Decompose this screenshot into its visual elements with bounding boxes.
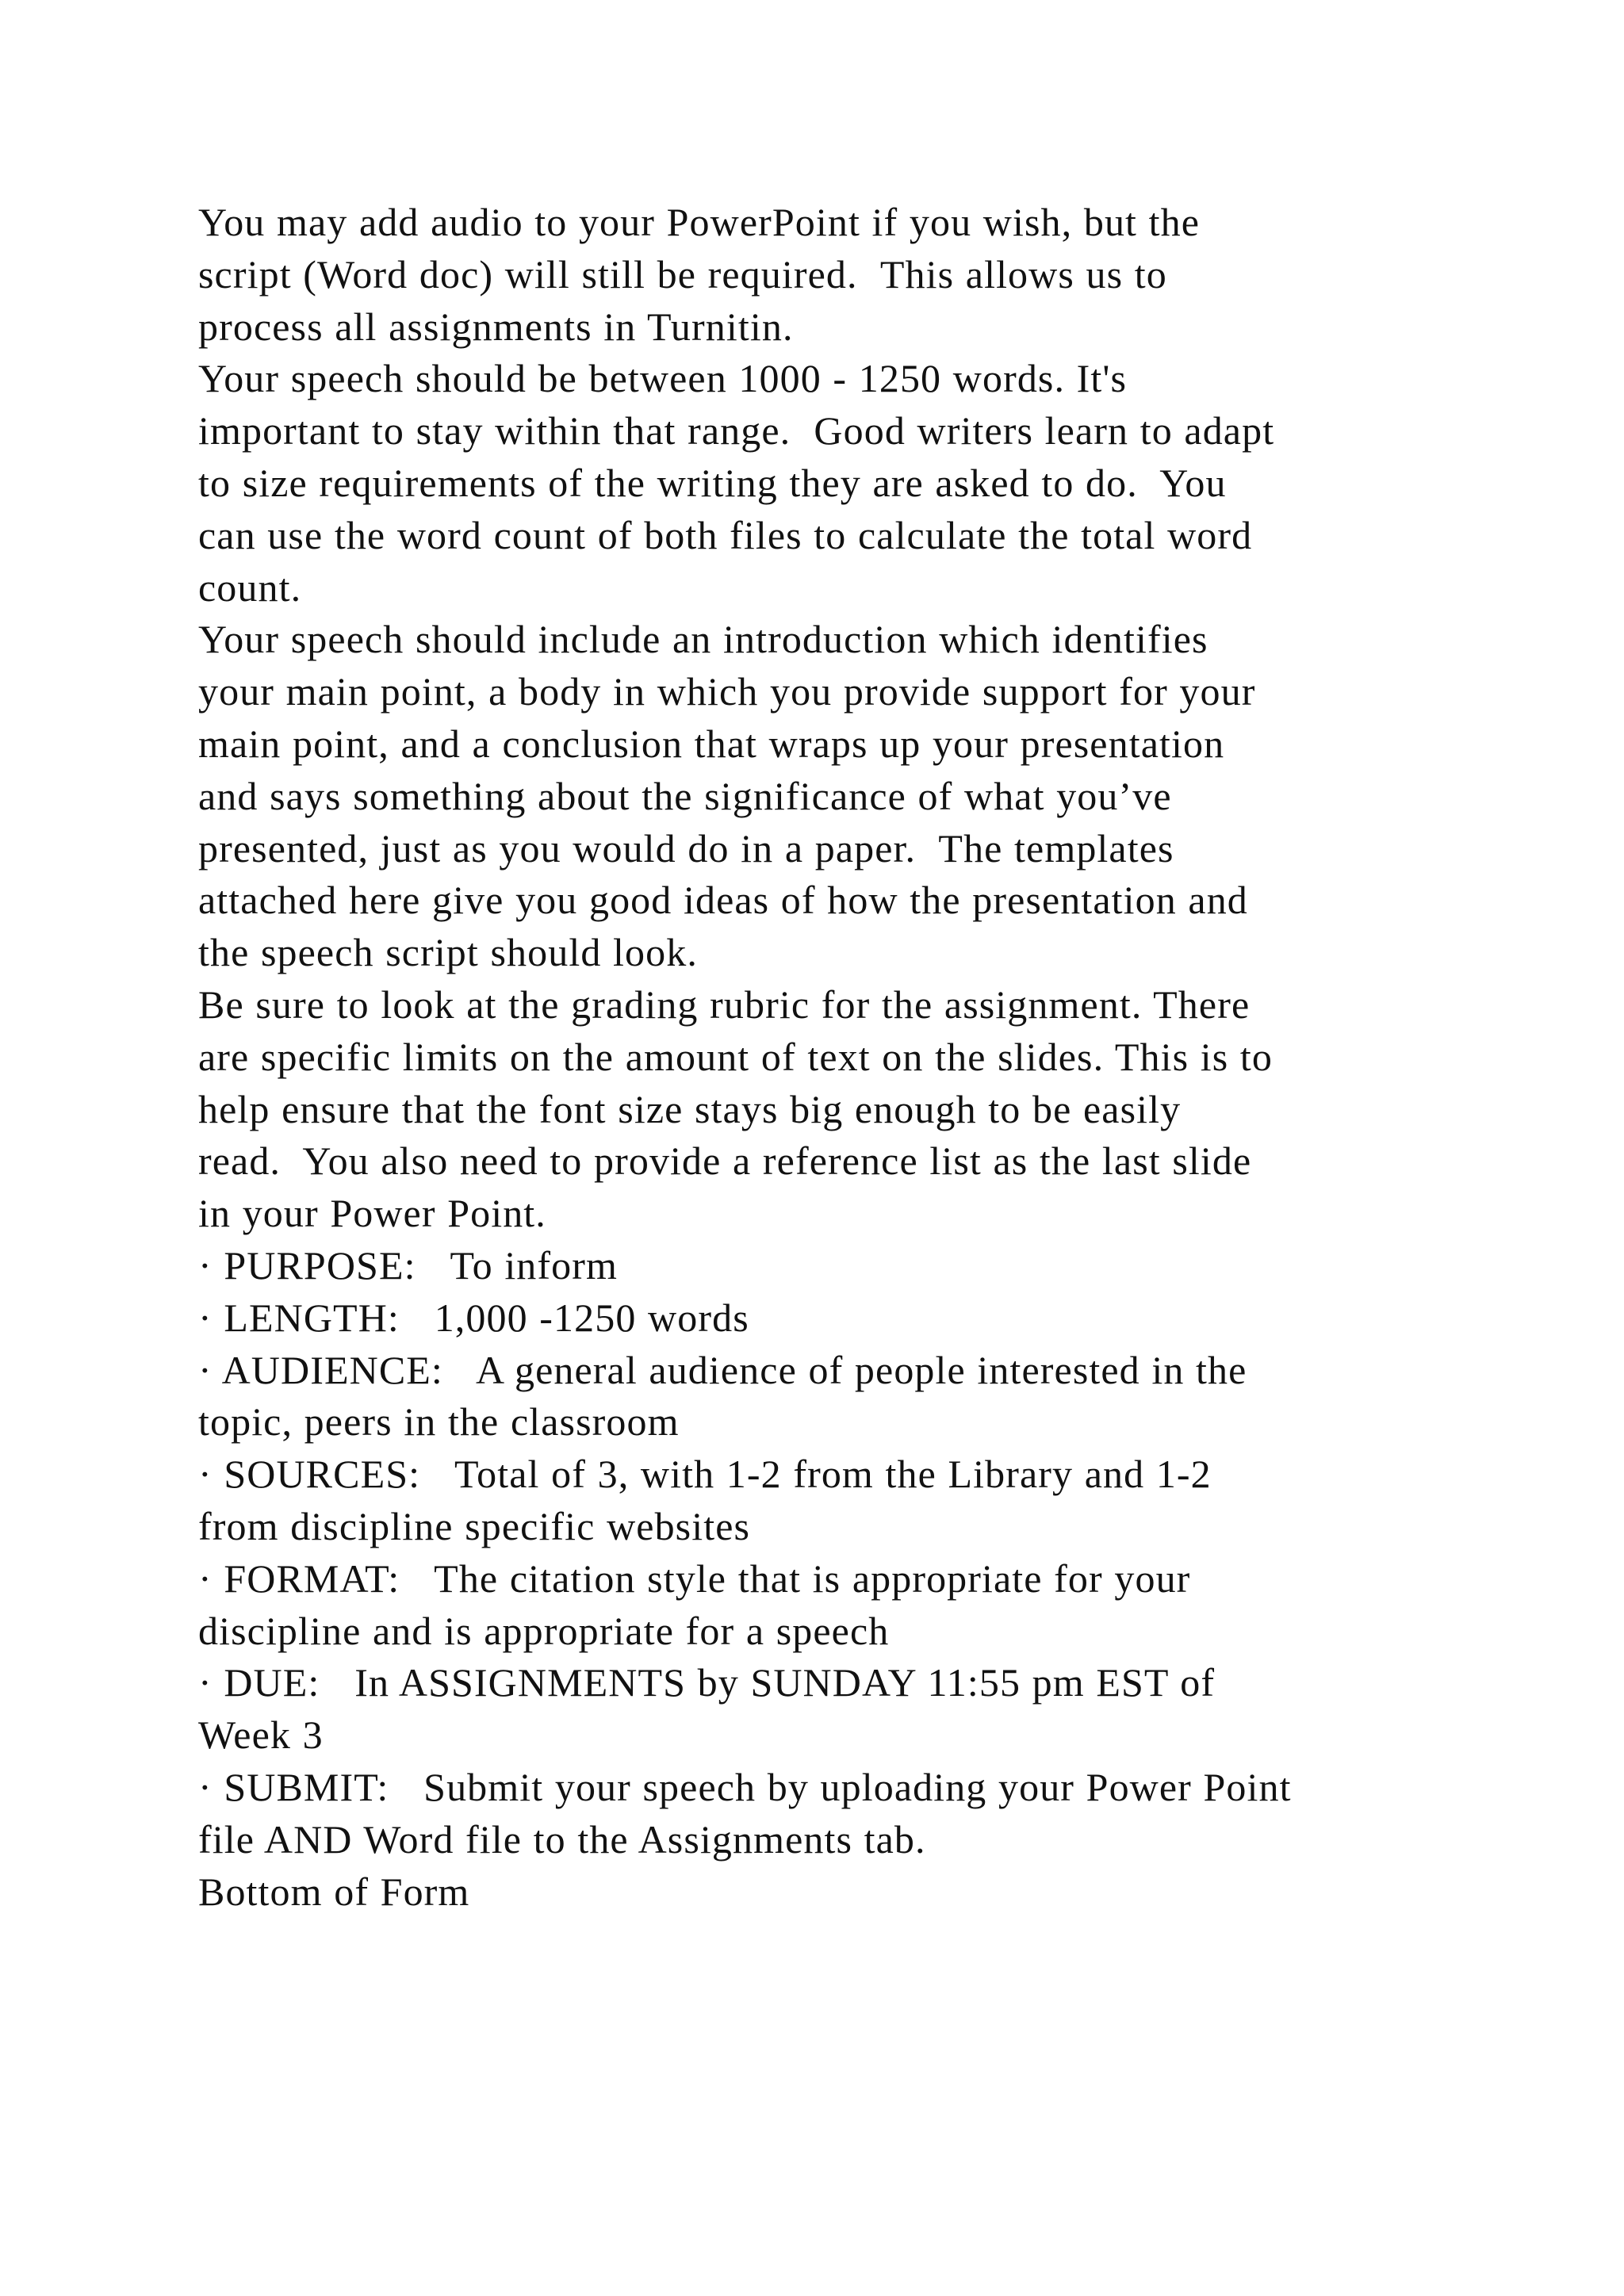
text-line: main point, and a conclusion that wraps up your presentation	[198, 721, 1225, 766]
text-line: to size requirements of the writing they are asked to do. You	[198, 460, 1227, 505]
text-line: presented, just as you would do in a paper. The templates	[198, 825, 1174, 871]
text-line: are specific limits on the amount of text on the slides. This is to	[198, 1034, 1274, 1079]
text-line: Your speech should include an introduction which identifies	[198, 617, 1208, 662]
text-line: topic, peers in the classroom	[198, 1399, 680, 1445]
text-line: Week 3	[198, 1712, 324, 1758]
text-line: important to stay within that range. Good writers learn to adapt	[198, 408, 1275, 453]
list-item-sources: · SOURCES: Total of 3, with 1-2 from the Library and 1-2	[198, 1452, 1212, 1497]
list-item-audience: · AUDIENCE: A general audience of people interested in the	[198, 1347, 1247, 1392]
text-line: Be sure to look at the grading rubric for the assignment. There	[198, 982, 1251, 1027]
text-line: in your Power Point.	[198, 1191, 546, 1236]
text-line: help ensure that the font size stays big enough to be easily	[198, 1086, 1182, 1131]
text-line: your main point, a body in which you provide support for your	[198, 669, 1256, 714]
text-line: file AND Word file to the Assignments tab.	[198, 1816, 926, 1862]
text-line: can use the word count of both files to calculate the total word	[198, 512, 1253, 557]
form-end-label: Bottom of Form	[198, 1869, 470, 1914]
text-line: Your speech should be between 1000 - 1250 words. It's	[198, 356, 1128, 401]
text-line: from discipline specific websites	[198, 1503, 751, 1548]
text-line: the speech script should look.	[198, 930, 698, 975]
text-line: script (Word doc) will still be required. This allows us to	[198, 251, 1167, 297]
text-line: read. You also need to provide a reference list as the last slide	[198, 1138, 1252, 1184]
text-line: attached here give you good ideas of how the presentation and	[198, 878, 1248, 923]
text-line: count.	[198, 564, 302, 610]
text-line: process all assignments in Turnitin.	[198, 304, 794, 349]
list-item-length: · LENGTH: 1,000 -1250 words	[198, 1295, 749, 1340]
list-item-purpose: · PURPOSE: To inform	[198, 1242, 619, 1288]
list-item-format: · FORMAT: The citation style that is appropriate for your	[198, 1556, 1191, 1601]
list-item-submit: · SUBMIT: Submit your speech by uploading your Power Point	[198, 1764, 1292, 1809]
list-item-due: · DUE: In ASSIGNMENTS by SUNDAY 11:55 pm EST of	[198, 1660, 1216, 1705]
text-line: You may add audio to your PowerPoint if you wish, but the	[198, 200, 1201, 244]
document-body	[198, 197, 1467, 1918]
text-line: and says something about the significance of what you’ve	[198, 773, 1172, 818]
text-line: discipline and is appropriate for a speech	[198, 1608, 890, 1653]
